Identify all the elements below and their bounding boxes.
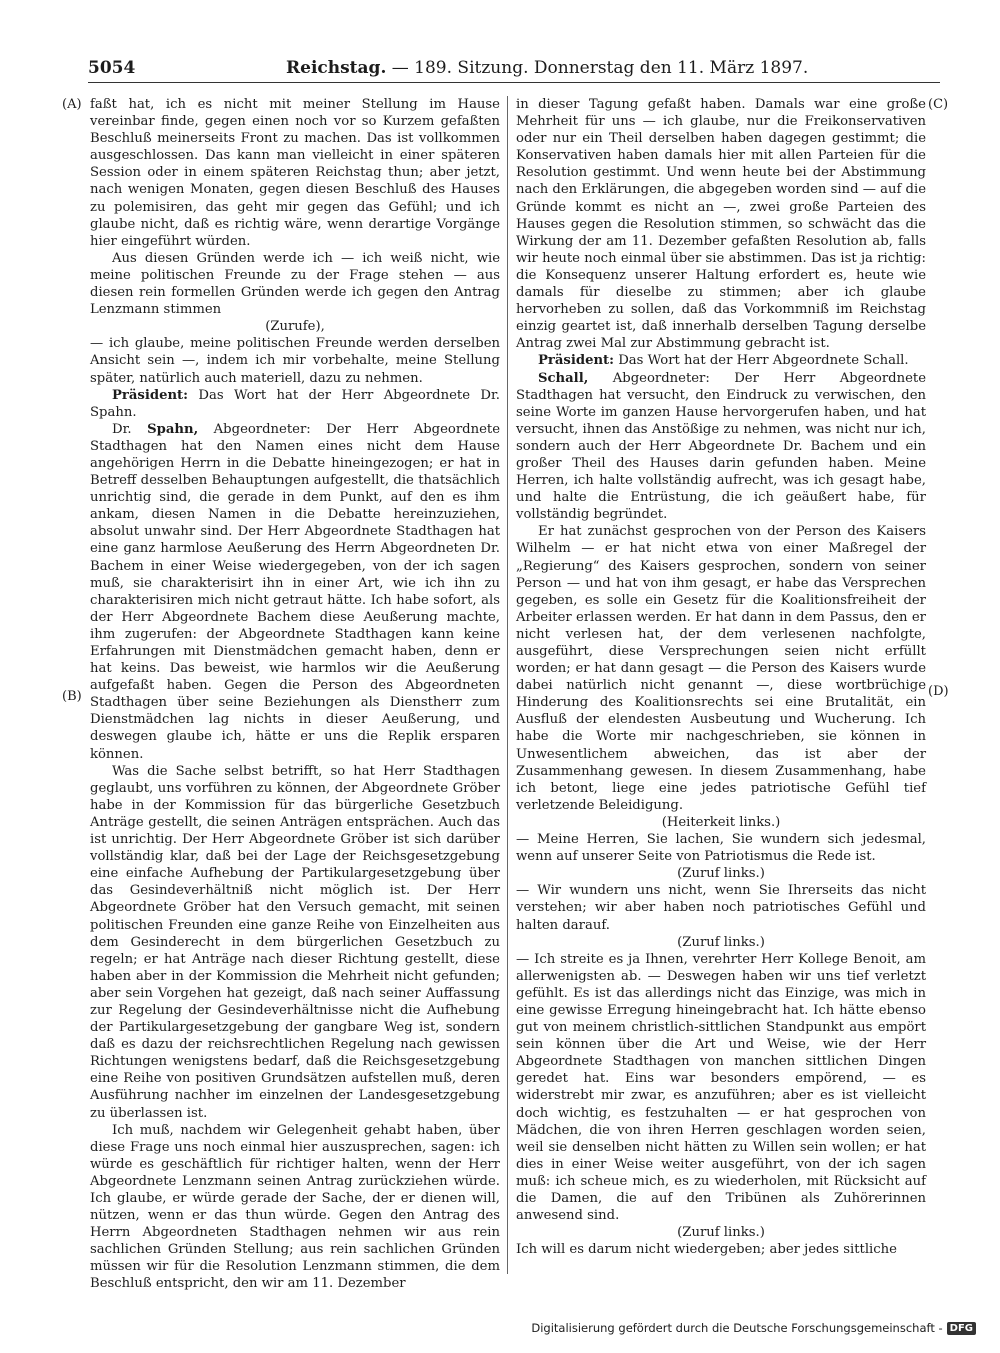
margin-marker-b: (B) xyxy=(62,689,82,704)
speaker-paragraph: Präsident: Das Wort hat der Herr Abgeordnete Dr. Spahn. xyxy=(90,387,500,420)
margin-marker-c: (C) xyxy=(928,97,949,112)
page-header xyxy=(88,54,940,83)
speaker-paragraph: Dr. Spahn, Abgeordneter: Der Herr Abgeordnete Stadthagen hat den Namen eines nicht dem Hause angehörigen Herrn in die Debatte hineingezogen; er hat in Betreff desselben Behauptungen aufgestellt, die thatsächlich unrichtig sind, die gerade in dem Punkt, auf den es ihm ankam, diesen Namen in die Debatte hereinzuziehen, absolut unwahr sind. Der Herr Abgeordnete Stadthagen hat eine ganz harmlose Aeußerung des Herrn Abgeordneten Dr. Bachem in einer Weise wiedergegeben, von der ich sagen muß, sie charakterisirt ihn in einer Art, wie ich ihn zu charakterisiren mich nicht getraut hätte. Ich habe sofort, als der Herr Abgeordnete Bachem diese Aeußerung machte, ihm zugerufen: der Abgeordnete Stadthagen kann keine Erfahrungen mit Dienstmädchen gemacht haben, denn er hat keins. Das beweist, wie harmlos wir die Aeußerung aufgefaßt haben. Gegen die Person des Abgeordneten Stadthagen über seine Beziehungen als Dienstherr zum Dienstmädchen lag nichts in dieser Aeußerung, und deswegen glaube ich, hätte er uns die Replik ersparen können. xyxy=(90,421,501,762)
digitization-footer xyxy=(531,1321,976,1335)
page-number: 5054 xyxy=(88,58,136,78)
running-title xyxy=(286,58,808,78)
dfg-logo-icon: DFG xyxy=(947,1322,976,1335)
speaker-paragraph: Schall, Abgeordneter: Der Herr Abgeordnete Stadthagen hat versucht, den Eindruck zu verwischen, den seine Worte im ganzen Hause hervorgerufen haben, und hat versucht, ihnen das Anstößige zu nehmen, was nicht nur ich, sondern auch der Herr Abgeordnete Dr. Bachem und ein großer Theil des Hauses darin gefunden haben. Meine Herren, ich halte vollständig aufrecht, was ich gesagt habe, und halte die Entrüstung, die ich geäußert habe, für vollständig begründet. xyxy=(516,370,927,523)
paragraph: — Wir wundern uns nicht, wenn Sie Ihrerseits das nicht verstehen; wir aber haben noch patriotisches Gefühl und halten darauf. xyxy=(516,883,926,933)
margin-marker-a: (A) xyxy=(62,97,82,112)
paragraph: in dieser Tagung gefaßt haben. Damals war eine große Mehrheit für uns — ich glaube, nur die Freikonservativen oder nur ein Theil derselben haben dagegen gestimmt; die Konservativen haben damals hier mit allen Parteien für die Resolution gestimmt. Und wenn heute bei der Abstimmung nach den Erklärungen, die abgegeben worden sind — auf die Gründe kommt es nicht an —, zwei große Parteien des Hauses gegen die Resolution stimmen, so schwächt das die Wirkung der am 11. Dezember gefaßten Resolution ab, falls wir heute noch einmal über sie abstimmen. Das ist ja richtig: die Konsequenz unserer Haltung erfordert es, heute wie damals für dieselbe zu stimmen; aber ich glaube hervorheben zu sollen, daß das Vorkommniß im Reichstag einzig geartet ist, daß innerhalb derselben Tagung derselbe Antrag zwei Mal zur Abstimmung gebracht ist. xyxy=(516,97,927,352)
paragraph: Ich will es darum nicht wiedergeben; aber jedes sittliche xyxy=(516,1242,897,1258)
interjection: (Zuruf links.) xyxy=(677,1225,765,1241)
running-title-rest: — 189. Sitzung. Donnerstag den 11. März 1897. xyxy=(391,58,809,78)
right-column xyxy=(516,96,926,1258)
speaker-name: Präsident: xyxy=(538,353,615,369)
paragraph: faßt hat, ich es nicht mit meiner Stellung im Hause vereinbar finde, gegen einen noch vor so Kurzem gefaßten Beschluß meinerseits Front zu machen. Das ist vollkommen ausgeschlossen. Das kann man vielleicht in einer späteren Session oder in einem späteren Reichstag thun; aber jetzt, nach wenigen Monaten, gegen diesen Beschluß des Hauses zu polemisiren, das geht mir gegen das Gefühl; und ich glaube nicht, daß es richtig wäre, wenn derartige Vorgänge hier eingeführt würden. xyxy=(90,97,500,249)
paragraph: Er hat zunächst gesprochen von der Person des Kaisers Wilhelm — er hat nicht etwa von einer Maßregel der „Regierung“ des Kaisers gesprochen, sondern von seiner Person — und hat von ihm gesagt, er habe das Versprechen gegeben, es solle ein Gesetz für die Koalitionsfreiheit der Arbeiter erlassen werden. Er hat dann in dem Passus, den er nicht verlesen hat, der dem verlesenen nachfolgte, ausgeführt, diese Versprechungen seien nicht erfüllt worden; er hat dann gesagt — die Person des Kaisers wurde dabei natürlich nicht genannt —, diese wortbrüchige Hinderung des Koalitionsrechts sei eine Brutalität, ein Ausfluß der elendesten Ausbeutung und Wucherung. Ich habe die Worte mir nachgeschrieben, sie können in Unwesentlichem abweichen, das ist aber der Zusammenhang gewesen. In diesem Zusammenhang, habe ich betont, liege eine jedes patriotische Gefühl tief verletzende Beleidigung. xyxy=(516,524,926,813)
interjection: (Zurufe), xyxy=(265,319,325,335)
interjection: (Zuruf links.) xyxy=(677,934,765,950)
paragraph: — ich glaube, meine politischen Freunde werden derselben Ansicht sein —, indem ich mir vorbehalte, meine Stellung später, natürlich auch materiell, dazu zu nehmen. xyxy=(90,336,500,386)
paragraph: Was die Sache selbst betrifft, so hat Herr Stadthagen geglaubt, uns vorführen zu können, der Abgeordnete Gröber habe in der Kommission für das bürgerliche Gesetzbuch Anträge gestellt, die seinen Anträgen entsprächen. Auch das ist unrichtig. Der Herr Abgeordnete Gröber ist sich darüber vollständig klar, daß bei der Lage der Reichsgesetzgebung eine einfache Aufhebung der Partikulargesetzgebung über das Gesindeverhältniß nicht möglich ist. Der Herr Abgeordnete Gröber hat den Versuch gemacht, mit seinen politischen Freunden eine ganze Reihe von Einzelheiten aus dem Gesinderecht in dem bürgerlichen Gesetzbuch zu regeln; er hat Anträge nach dieser Richtung gestellt, diese haben aber in der Kommission die Mehrheit nicht gefunden; aber sein Vorgehen hat gezeigt, daß nach seiner Auffassung zur Regelung der Gesindeverhältnisse nicht die Aufhebung der Partikulargesetzgebung der gangbare Weg ist, sondern daß es dazu der reichsrechtlichen Regelung nach gewissen Richtungen wenigstens bedarf, daß die Reichsgesetzgebung eine Reihe von positiven Grundsätzen aufstellen muß, deren Ausführung nachher im einzelnen der Landesgesetzgebung zu überlassen ist. xyxy=(90,763,500,1121)
column-divider xyxy=(507,96,508,1274)
interjection: (Heiterkeit links.) xyxy=(661,814,781,830)
paragraph: — Meine Herren, Sie lachen, Sie wundern sich jedesmal, wenn auf unserer Seite von Patriotismus die Rede ist. xyxy=(516,832,926,865)
speaker-name: Schall, xyxy=(538,370,589,386)
paragraph: Aus diesen Gründen werde ich — ich weiß nicht, wie meine politischen Freunde zu der Frage stehen — aus diesen rein formellen Gründen werde ich gegen den Antrag Lenzmann stimmen xyxy=(90,250,500,318)
running-title-bold: Reichstag. xyxy=(286,58,387,78)
interjection: (Zuruf links.) xyxy=(677,866,765,882)
paragraph: Ich muß, nachdem wir Gelegenheit gehabt haben, über diese Frage uns noch einmal hier auszusprechen, sagen: ich würde es geschäftlich für richtiger halten, wenn der Herr Abgeordnete Lenzmann seinen Antrag zurückziehen würde. Ich glaube, er würde gerade der Sache, der er dienen will, nützen, wenn er das thun würde. Gegen den Antrag des Herrn Abgeordneten Stadthagen nehmen wir aus rein sachlichen Gründen Stellung; aus rein sachlichen Gründen müssen wir für die Resolution Lenzmann stimmen, die dem Beschluß entspricht, den wir am 11. Dezember xyxy=(90,1122,500,1292)
margin-marker-d: (D) xyxy=(928,684,949,699)
speaker-name: Spahn, xyxy=(147,421,199,437)
speaker-paragraph: Präsident: Das Wort hat der Herr Abgeordnete Schall. xyxy=(538,353,909,369)
footer-text: Digitalisierung gefördert durch die Deutsche Forschungsgemeinschaft - xyxy=(531,1321,943,1335)
left-column xyxy=(90,96,500,1293)
paragraph: — Ich streite es ja Ihnen, verehrter Herr Kollege Benoit, am allerwenigsten ab. — Deswegen haben wir uns tief verletzt gefühlt. Es ist das allerdings nicht das Einzige, was mich in eine gewisse Erregung hineingebracht hat. Ich hätte ebenso gut von meinem christlich-sittlichen Standpunkt aus empört sein können über die Art und Weise, wie der Herr Abgeordnete Stadthagen von manchen sittlichen Dingen geredet hat. Eins war besonders empörend, — es widerstrebt mir zwar, es anzuführen; aber es ist vielleicht doch wichtig, es festzuhalten — er hat gesprochen von Mädchen, die von ihren Herren geschlagen worden seien, weil sie denselben nicht hätten zu Willen sein wollen; er hat dies in einer Weise weiter ausgeführt, von der ich sagen muß: ich scheue mich, es zu wiederholen, mit Rücksicht auf die Damen, die auf den Tribünen als Zuhörerinnen anwesend sind. xyxy=(516,951,926,1224)
speaker-name: Präsident: xyxy=(112,387,189,403)
